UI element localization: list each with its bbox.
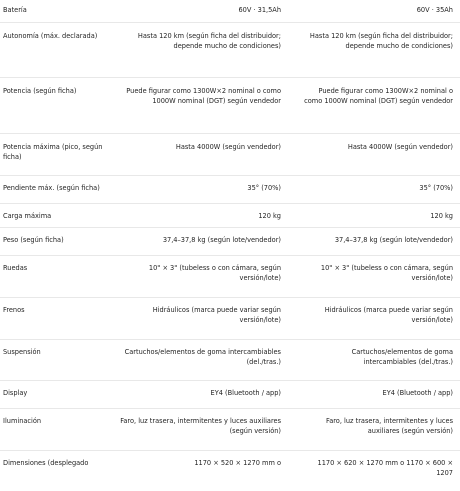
table-row [0, 451, 460, 491]
value-model-2: 120 kg [430, 212, 453, 220]
row-label: Autonomía (máx. declarada) [3, 32, 98, 40]
table-row [0, 228, 460, 256]
table-row [0, 23, 460, 78]
value-model-1: Faro, luz trasera, intermitentes y luces auxiliares (según versión) [120, 417, 281, 435]
value-model-2: 35° (70%) [419, 184, 453, 192]
value-model-2: 1170 × 620 × 1270 mm o 1170 × 600 × 1207 [317, 459, 453, 477]
value-model-2: 10" × 3" (tubeless o con cámara, según versión/lote) [320, 264, 453, 282]
row-label: Frenos [3, 306, 25, 314]
table-row [0, 78, 460, 134]
value-model-2: 60V · 35Ah [416, 6, 453, 14]
value-model-2: Puede figurar como 1300W×2 nominal o como 1000W nominal (DGT) según vendedor [304, 87, 453, 105]
row-label: Dimensiones (desplegado [3, 459, 89, 467]
value-model-1: 37,4–37,8 kg (según lote/vendedor) [162, 236, 281, 244]
table-row [0, 134, 460, 176]
row-label: Potencia máxima (pico, según ficha) [3, 143, 103, 161]
value-model-1: 120 kg [258, 212, 281, 220]
value-model-2: EY4 (Bluetooth / app) [382, 389, 453, 397]
value-model-2: 37,4–37,8 kg (según lote/vendedor) [334, 236, 453, 244]
row-label: Pendiente máx. (según ficha) [3, 184, 100, 192]
value-model-2: Hasta 4000W (según vendedor) [347, 143, 453, 151]
row-label: Batería [3, 6, 27, 14]
table-row [0, 204, 460, 228]
value-model-1: 10" × 3" (tubeless o con cámara, según versión/lote) [148, 264, 281, 282]
table-row [0, 176, 460, 204]
value-model-1: Hidráulicos (marca puede variar según versión/lote) [152, 306, 281, 324]
value-model-1: 35° (70%) [247, 184, 281, 192]
row-label: Peso (según ficha) [3, 236, 64, 244]
value-model-1: 60V · 31,5Ah [238, 6, 281, 14]
value-model-2: Hidráulicos (marca puede variar según versión/lote) [324, 306, 453, 324]
table-row [0, 340, 460, 381]
table-row [0, 409, 460, 451]
value-model-1: 1170 × 520 × 1270 mm o [194, 459, 281, 467]
value-model-2: Cartuchos/elementos de goma intercambiables (del./tras.) [351, 348, 453, 366]
row-label: Ruedas [3, 264, 28, 272]
value-model-1: Hasta 120 km (según ficha del distribuidor; depende mucho de condiciones) [137, 32, 281, 50]
table-row [0, 298, 460, 340]
table-row [0, 0, 460, 23]
value-model-1: Hasta 4000W (según vendedor) [175, 143, 281, 151]
row-label: Potencia (según ficha) [3, 87, 77, 95]
value-model-1: Cartuchos/elementos de goma intercambiables (del./tras.) [124, 348, 281, 366]
table-row [0, 256, 460, 298]
value-model-2: Hasta 120 km (según ficha del distribuidor; depende mucho de condiciones) [309, 32, 453, 50]
value-model-2: Faro, luz trasera, intermitentes y luces auxiliares (según versión) [326, 417, 453, 435]
value-model-1: EY4 (Bluetooth / app) [210, 389, 281, 397]
row-label: Carga máxima [3, 212, 52, 220]
row-label: Display [3, 389, 28, 397]
row-label: Suspensión [3, 348, 41, 356]
table-row [0, 381, 460, 409]
value-model-1: Puede figurar como 1300W×2 nominal o como 1000W nominal (DGT) según vendedor [126, 87, 281, 105]
row-label: Iluminación [3, 417, 42, 425]
